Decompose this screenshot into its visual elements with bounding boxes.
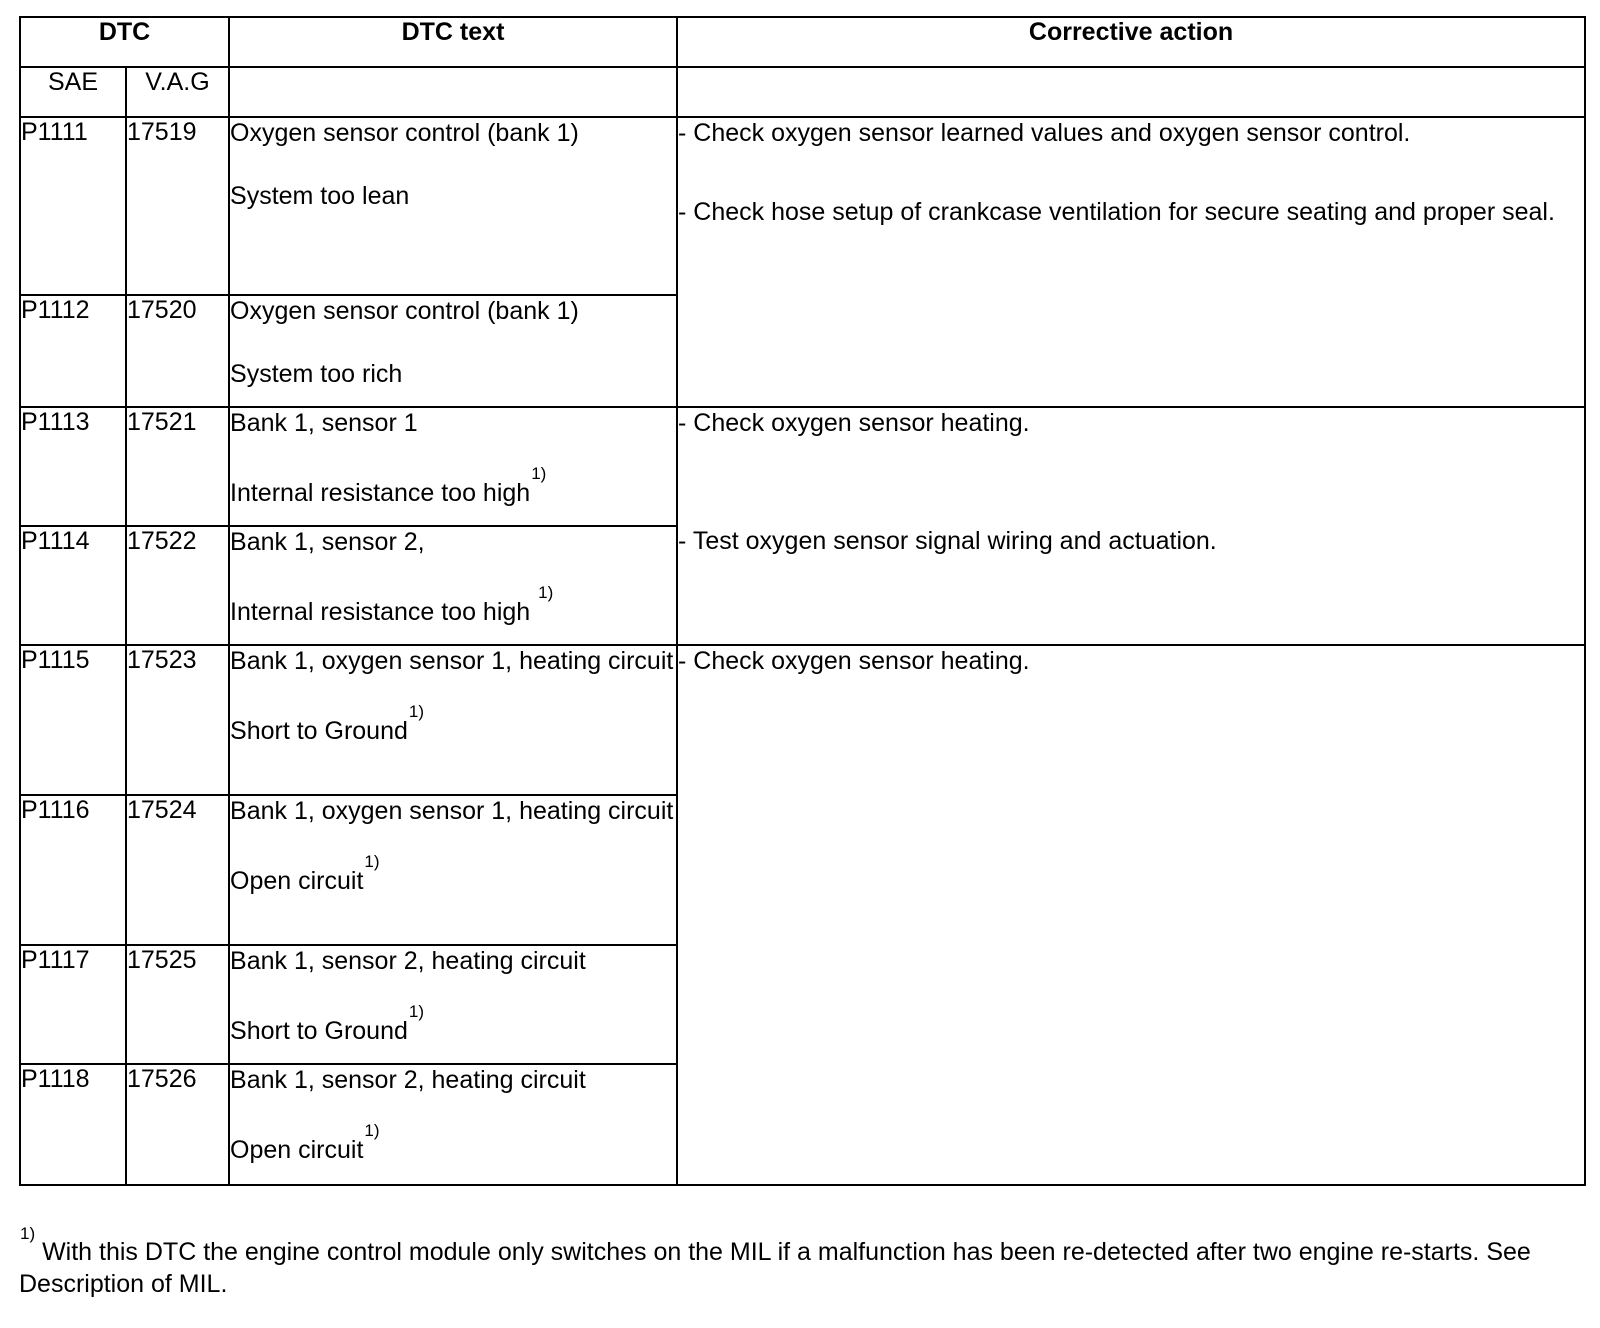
dtc-table: [19, 16, 1586, 1186]
sae-code: P1115: [20, 645, 126, 795]
dtc-text: [229, 526, 677, 645]
dtc-text: [229, 945, 677, 1064]
sae-code: P1116: [20, 795, 126, 945]
footnote-marker: 1): [364, 1121, 380, 1140]
header-dtc-text: DTC text: [229, 17, 677, 67]
mil-description-link[interactable]: Description of MIL: [19, 1270, 221, 1298]
corrective-action-group-1: [677, 117, 1585, 407]
footnote-marker: 1): [408, 1002, 425, 1021]
corrective-action-group-2: [677, 407, 1585, 645]
header-vag: V.A.G: [126, 67, 229, 117]
footnote-marker: 1): [531, 464, 547, 483]
dtc-text-line2: Open circuit: [230, 867, 364, 895]
dtc-text: [229, 295, 677, 407]
dtc-text-line1: Bank 1, sensor 2,: [230, 528, 425, 556]
subheader-row: [20, 67, 1585, 117]
footnote-marker: 1): [538, 583, 554, 602]
footnote-end: .: [220, 1270, 228, 1298]
dtc-text-line2: Internal resistance too high: [230, 598, 538, 626]
vag-code: 17523: [126, 645, 229, 795]
dtc-text: [229, 1064, 677, 1185]
header-row: [20, 17, 1585, 67]
dtc-text: [229, 117, 677, 295]
corrective-action-group-3: [677, 645, 1585, 1185]
header-empty-action: [677, 67, 1585, 117]
sae-code: P1117: [20, 945, 126, 1064]
table-row: [20, 645, 1585, 795]
vag-code: 17526: [126, 1064, 229, 1185]
header-dtc: DTC: [20, 17, 229, 67]
dtc-text-line1: Oxygen sensor control (bank 1): [230, 119, 579, 147]
dtc-text: [229, 795, 677, 945]
corrective-action-item: - Check hose setup of crankcase ventilation for secure seating and proper seal.: [678, 198, 1555, 226]
vag-code: 17522: [126, 526, 229, 645]
dtc-text-line1: Bank 1, sensor 1: [230, 409, 418, 437]
footnote-marker: 1): [20, 1224, 36, 1243]
footnote: [19, 1224, 1584, 1300]
sae-code: P1118: [20, 1064, 126, 1185]
dtc-text-line2: System too rich: [230, 360, 403, 388]
sae-code: P1112: [20, 295, 126, 407]
dtc-text: [229, 645, 677, 795]
footnote-marker: 1): [364, 852, 380, 871]
footnote-marker: 1): [408, 702, 425, 721]
dtc-text-line2: System too lean: [230, 182, 410, 210]
header-sae: SAE: [20, 67, 126, 117]
table-row: [20, 407, 1585, 526]
dtc-text-line2: Internal resistance too high: [230, 479, 531, 507]
corrective-action-item: - Test oxygen sensor signal wiring and actuation.: [678, 527, 1217, 555]
corrective-action-item: - Check oxygen sensor heating.: [678, 409, 1030, 437]
header-empty-text: [229, 67, 677, 117]
dtc-text-line1: Bank 1, oxygen sensor 1, heating circuit: [230, 797, 674, 825]
sae-code: P1114: [20, 526, 126, 645]
dtc-text-line1: Bank 1, oxygen sensor 1, heating circuit: [230, 647, 674, 675]
header-corrective-action: Corrective action: [677, 17, 1585, 67]
dtc-text-line2: Short to Ground: [230, 1017, 408, 1045]
dtc-text-line1: Bank 1, sensor 2, heating circuit: [230, 947, 586, 975]
dtc-text-line2: Open circuit: [230, 1136, 364, 1164]
vag-code: 17521: [126, 407, 229, 526]
dtc-text: [229, 407, 677, 526]
see-label: See: [1486, 1238, 1531, 1266]
corrective-action-item: - Check oxygen sensor learned values and oxygen sensor control.: [678, 119, 1411, 147]
vag-code: 17520: [126, 295, 229, 407]
dtc-text-line1: Oxygen sensor control (bank 1): [230, 297, 579, 325]
table-row: [20, 117, 1585, 295]
vag-code: 17524: [126, 795, 229, 945]
sae-code: P1111: [20, 117, 126, 295]
vag-code: 17519: [126, 117, 229, 295]
corrective-action-item: - Check oxygen sensor heating.: [678, 647, 1030, 675]
dtc-text-line1: Bank 1, sensor 2, heating circuit: [230, 1066, 586, 1094]
sae-code: P1113: [20, 407, 126, 526]
dtc-text-line2: Short to Ground: [230, 717, 408, 745]
footnote-text: With this DTC the engine control module only switches on the MIL if a malfunction has been re-detected after two engine re-starts.: [35, 1238, 1487, 1266]
vag-code: 17525: [126, 945, 229, 1064]
